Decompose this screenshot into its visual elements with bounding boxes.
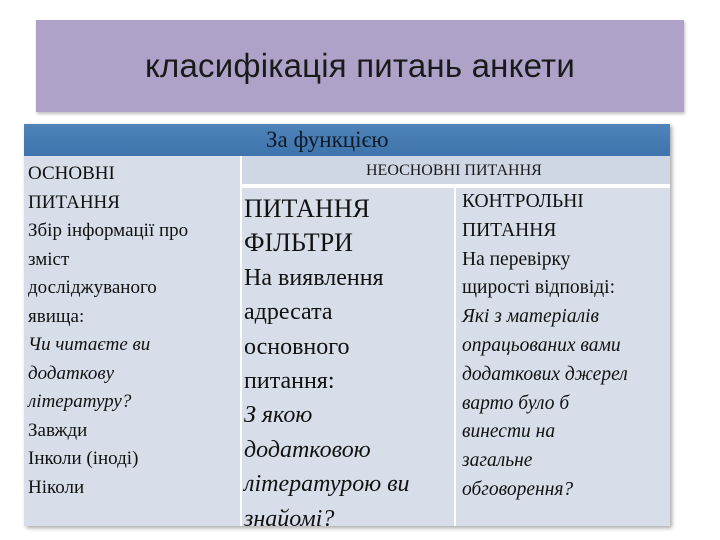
left-line: ПИТАННЯ xyxy=(28,191,120,213)
mid-question-line: З якою xyxy=(244,402,313,429)
secondary-questions-subheader xyxy=(242,156,670,186)
mid-line: основного xyxy=(244,333,350,360)
left-line: досліджуваного xyxy=(28,277,157,298)
mid-line: адресата xyxy=(244,299,333,326)
page-title: класифікація питань анкети xyxy=(145,47,575,84)
left-line: зміст xyxy=(28,248,70,270)
right-question-line: опрацьованих вами xyxy=(462,334,621,356)
answer-option: Інколи (іноді) xyxy=(28,448,139,469)
right-heading-line: ПИТАННЯ xyxy=(462,219,557,241)
mid-line: На виявлення xyxy=(244,264,384,291)
left-question-line: Чи читаєте ви xyxy=(28,334,151,355)
mid-heading-line: ФІЛЬТРИ xyxy=(244,228,353,258)
mid-question-line: знайомі? xyxy=(244,505,335,526)
right-heading-line: КОНТРОЛЬНІ xyxy=(462,191,584,212)
table-header-label: За функцією xyxy=(266,127,389,152)
table-header xyxy=(24,124,670,156)
left-question-line: літературу? xyxy=(28,391,132,412)
mid-heading-line: ПИТАННЯ xyxy=(244,194,370,223)
right-line: щирості відповіді: xyxy=(462,277,616,299)
subheader-label: НЕОСНОВНІ ПИТАННЯ xyxy=(366,162,542,179)
right-question-line: обговорення? xyxy=(462,478,574,500)
right-line: На перевірку xyxy=(462,248,571,270)
left-line: Збір інформації про xyxy=(28,220,189,241)
left-line: явища: xyxy=(28,305,85,327)
left-line: ОСНОВНІ xyxy=(28,163,115,184)
right-question-line: загальне xyxy=(462,450,533,472)
mid-question-line: літературою ви xyxy=(244,471,410,498)
right-question-line: варто було б xyxy=(462,392,570,414)
title-banner xyxy=(36,20,684,112)
classification-table xyxy=(24,124,670,526)
answer-option: Ніколи xyxy=(28,476,85,498)
left-question-line: додаткову xyxy=(28,362,115,384)
filter-questions-cell xyxy=(242,188,454,526)
mid-question-line: додатковою xyxy=(244,436,371,463)
main-questions-cell xyxy=(24,156,240,526)
right-question-line: винести на xyxy=(462,421,556,443)
right-question-line: додаткових джерел xyxy=(462,363,628,385)
right-question-line: Які з матеріалів xyxy=(462,306,599,328)
control-questions-cell xyxy=(456,188,670,526)
answer-option: Завжди xyxy=(28,419,88,441)
mid-line: питання: xyxy=(244,368,335,395)
